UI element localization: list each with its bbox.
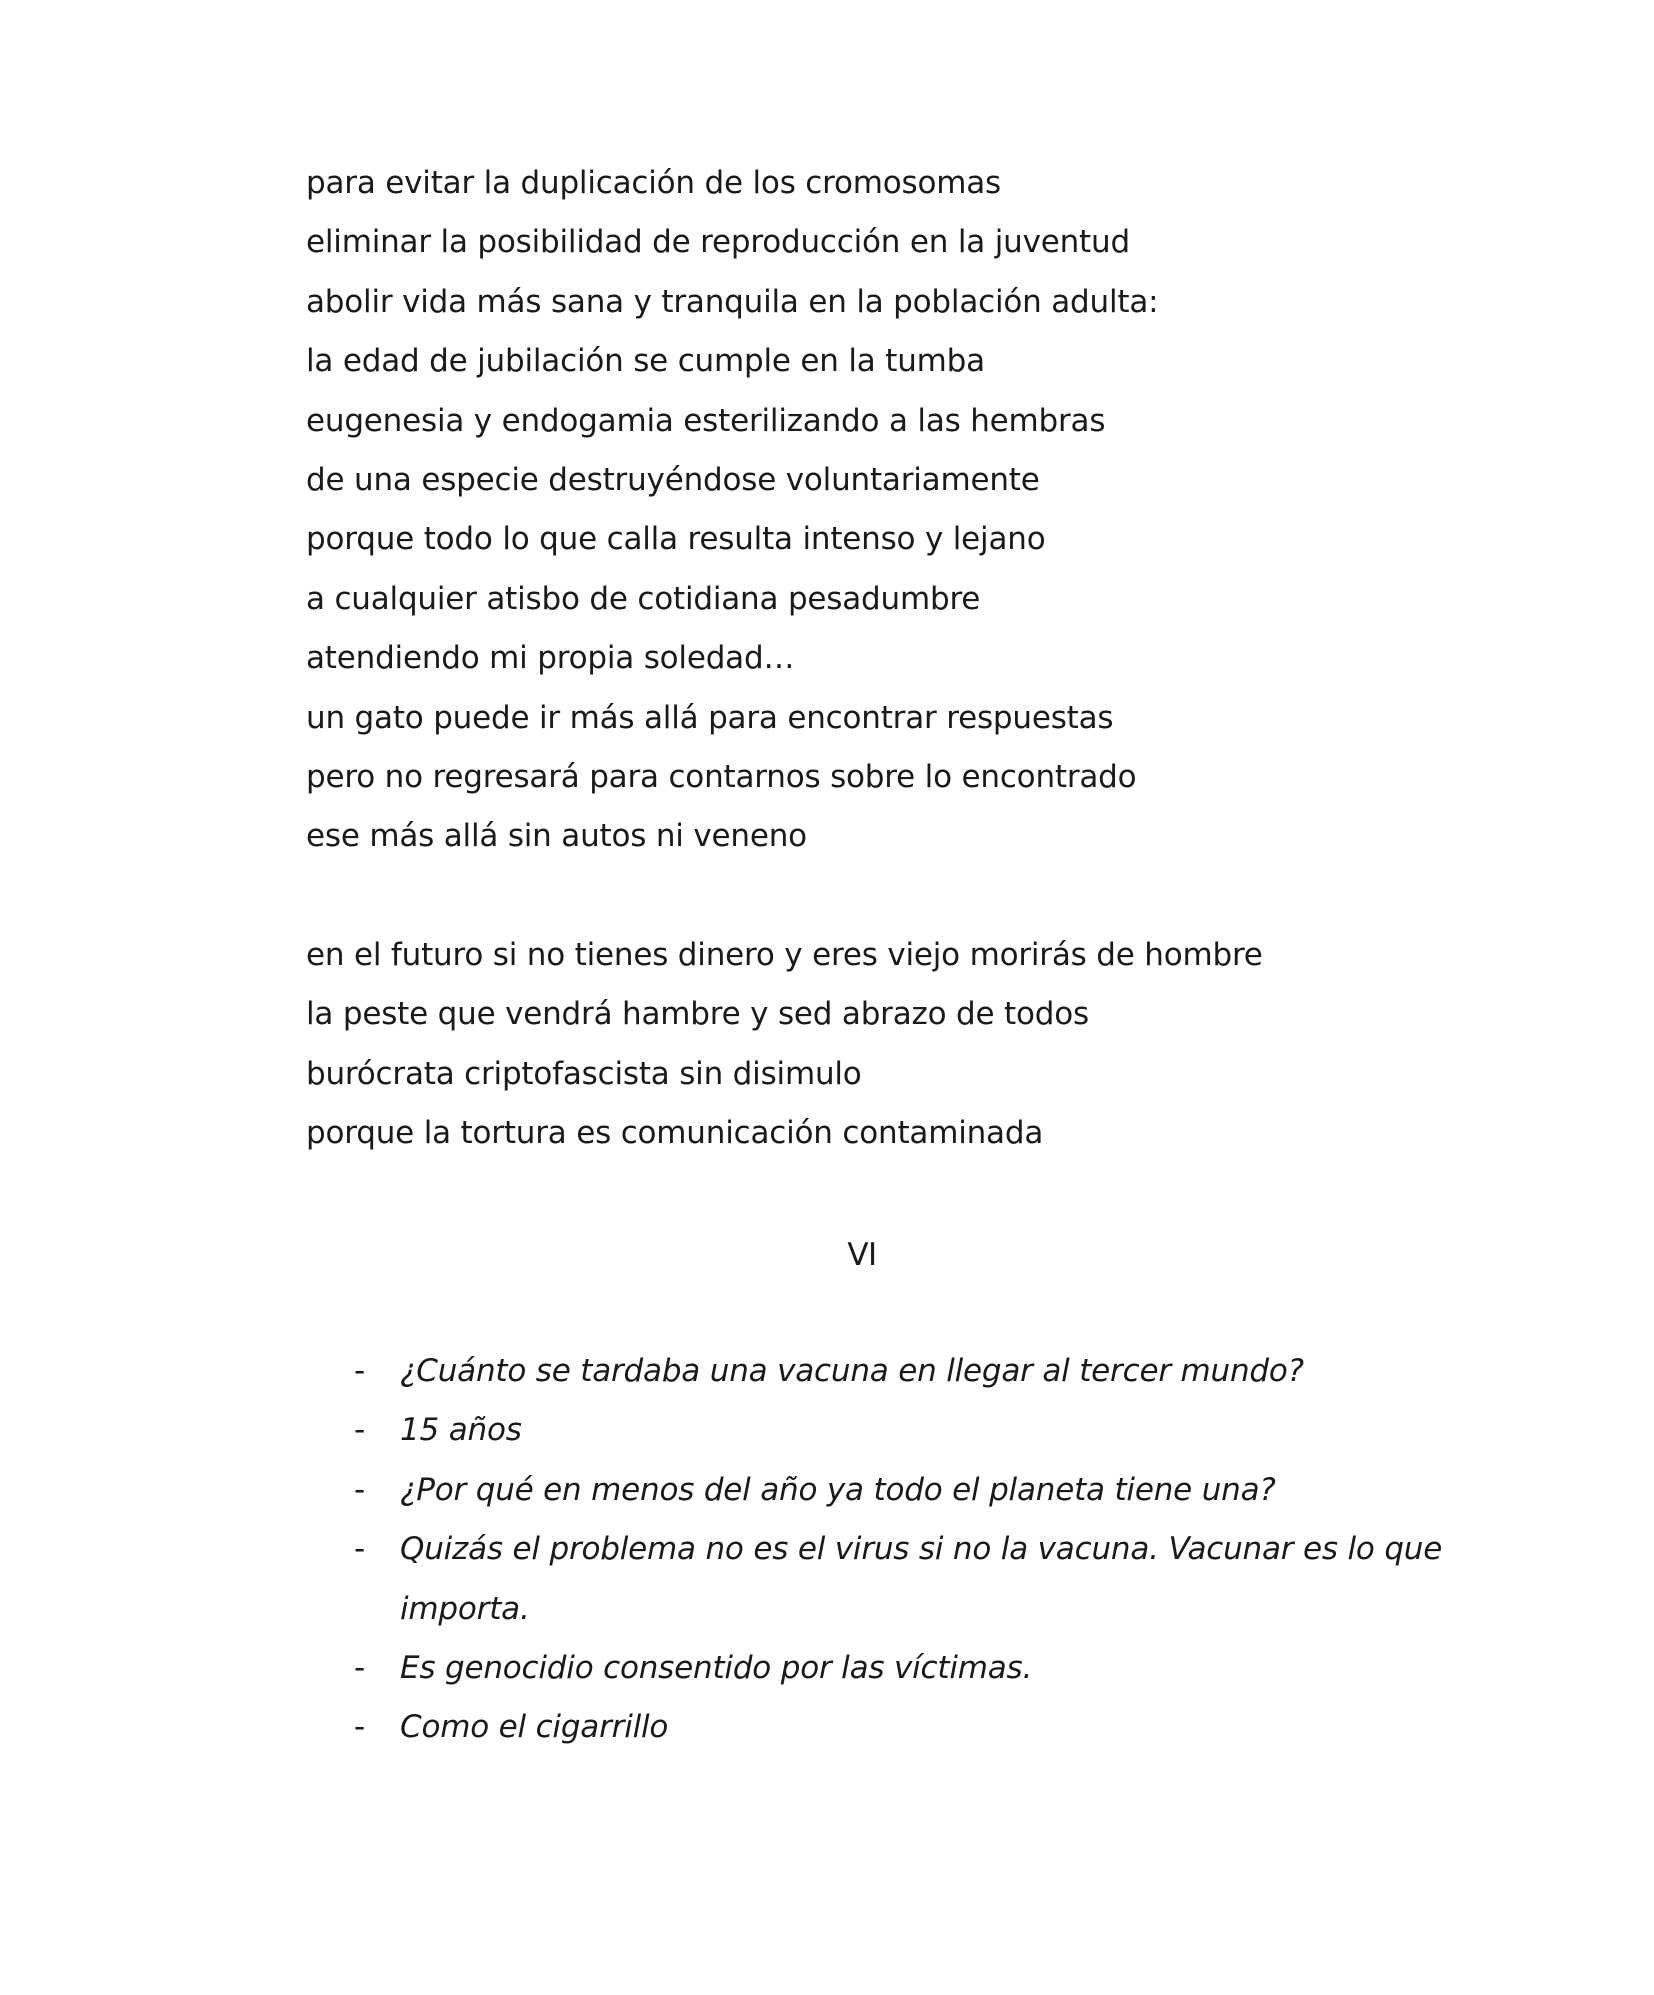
dialogue-dash: - bbox=[354, 1353, 365, 1389]
poem-line: pero no regresará para contarnos sobre lo encontrado bbox=[306, 758, 1137, 795]
section-heading: VI bbox=[847, 1237, 877, 1273]
dialogue-dash: - bbox=[354, 1471, 365, 1508]
poem-line: porque la tortura es comunicación contaminada bbox=[306, 1115, 1044, 1152]
dialogue-line bbox=[354, 1698, 1474, 1757]
dialogue-line bbox=[354, 1401, 1474, 1460]
poem-line: la edad de jubilación se cumple en la tumba bbox=[306, 343, 985, 380]
dialogue-text: Es genocidio consentido por las víctimas. bbox=[400, 1650, 1033, 1687]
poem-stanza-2 bbox=[306, 926, 1263, 1164]
dialogue-line bbox=[354, 1520, 1474, 1639]
dialogue-dash: - bbox=[354, 1531, 365, 1568]
poem-line: abolir vida más sana y tranquila en la población adulta: bbox=[306, 283, 1159, 320]
poem-line: burócrata criptofascista sin disimulo bbox=[306, 1055, 862, 1092]
dialogue-text: Como el cigarrillo bbox=[400, 1709, 669, 1746]
dialogue-text: 15 años bbox=[400, 1412, 522, 1449]
dialogue-text: Quizás el problema no es el virus si no la vacuna. Vacunar es lo que importa. bbox=[400, 1531, 1443, 1627]
poem-line: en el futuro si no tienes dinero y eres viejo morirás de hombre bbox=[306, 937, 1263, 973]
poem-line: de una especie destruyéndose voluntariamente bbox=[306, 461, 1040, 498]
dialogue-text: ¿Por qué en menos del año ya todo el planeta tiene una? bbox=[400, 1471, 1276, 1508]
dialogue-list bbox=[354, 1342, 1474, 1758]
poem-line: un gato puede ir más allá para encontrar respuestas bbox=[306, 699, 1114, 736]
poem-line: para evitar la duplicación de los cromosomas bbox=[306, 165, 1001, 201]
poem-line: eugenesia y endogamia esterilizando a las hembras bbox=[306, 402, 1106, 439]
dialogue-dash: - bbox=[354, 1709, 365, 1746]
poem-line: atendiendo mi propia soledad… bbox=[306, 640, 795, 677]
poem-stanza-1 bbox=[306, 154, 1158, 867]
poem-line: a cualquier atisbo de cotidiana pesadumbre bbox=[306, 580, 981, 617]
dialogue-line bbox=[354, 1639, 1474, 1698]
poem-line: eliminar la posibilidad de reproducción en la juventud bbox=[306, 224, 1130, 261]
dialogue-text: ¿Cuánto se tardaba una vacuna en llegar al tercer mundo? bbox=[400, 1353, 1304, 1389]
dialogue-line bbox=[354, 1342, 1474, 1401]
dialogue-dash: - bbox=[354, 1650, 365, 1687]
dialogue-dash: - bbox=[354, 1412, 365, 1449]
poem-line: ese más allá sin autos ni veneno bbox=[306, 818, 807, 855]
poem-line: la peste que vendrá hambre y sed abrazo de todos bbox=[306, 996, 1089, 1033]
dialogue-line bbox=[354, 1461, 1474, 1520]
poem-line: porque todo lo que calla resulta intenso y lejano bbox=[306, 521, 1046, 558]
